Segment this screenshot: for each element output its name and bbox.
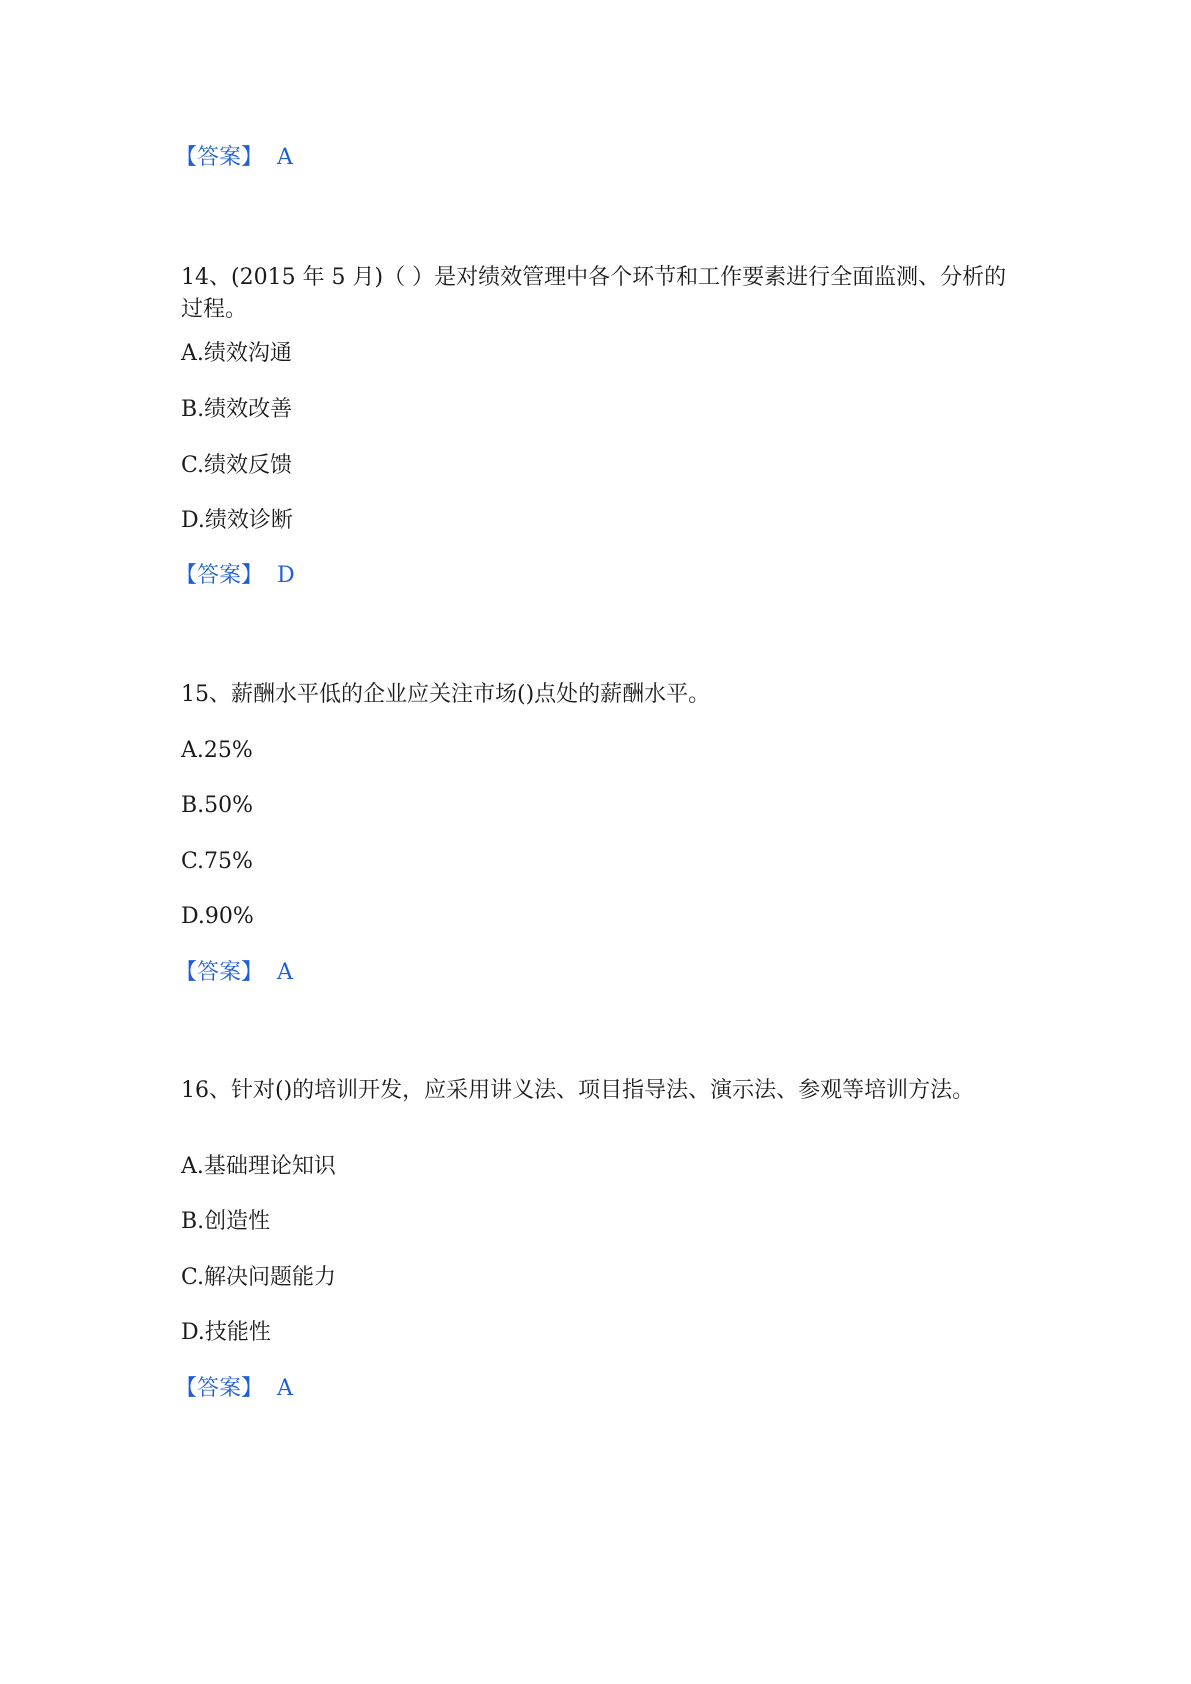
question-14-stem: 14、(2015 年 5 月)（ ）是对绩效管理中各个环节和工作要素进行全面监测、分析的过程。 [181, 265, 1007, 322]
answer-line [175, 142, 293, 174]
question-15-stem: 15、薪酬水平低的企业应关注市场()点处的薪酬水平。 [181, 682, 711, 707]
question-14-option-a: A.绩效沟通 [181, 341, 292, 366]
answer-value: A [277, 960, 293, 985]
answer-value: A [277, 1376, 293, 1401]
question-14-option-b: B.绩效改善 [181, 397, 293, 422]
question-15-option-d: D.90% [181, 904, 254, 929]
answer-label: 【答案】 [175, 960, 264, 985]
answer-label: 【答案】 [175, 145, 264, 170]
question-15-option-c: C.75% [181, 849, 253, 874]
question-16-answer [175, 1373, 293, 1405]
question-15-option-b: B.50% [181, 793, 254, 818]
question-14-option-d: D.绩效诊断 [181, 508, 293, 533]
question-16-option-a: A.基础理论知识 [181, 1154, 336, 1179]
question-15-option-a: A.25% [181, 738, 253, 763]
question-16-option-b: B.创造性 [181, 1209, 271, 1234]
answer-label: 【答案】 [175, 563, 264, 588]
question-14-option-c: C.绩效反馈 [181, 453, 293, 478]
question-14-answer [175, 560, 295, 592]
question-16-stem: 16、针对()的培训开发，应采用讲义法、项目指导法、演示法、参观等培训方法。 [181, 1078, 975, 1103]
question-15-answer [175, 957, 293, 989]
answer-value: D [277, 563, 295, 588]
answer-label: 【答案】 [175, 1376, 264, 1401]
question-16-option-c: C.解决问题能力 [181, 1265, 337, 1290]
answer-value: A [277, 145, 293, 170]
question-16-option-d: D.技能性 [181, 1320, 271, 1345]
